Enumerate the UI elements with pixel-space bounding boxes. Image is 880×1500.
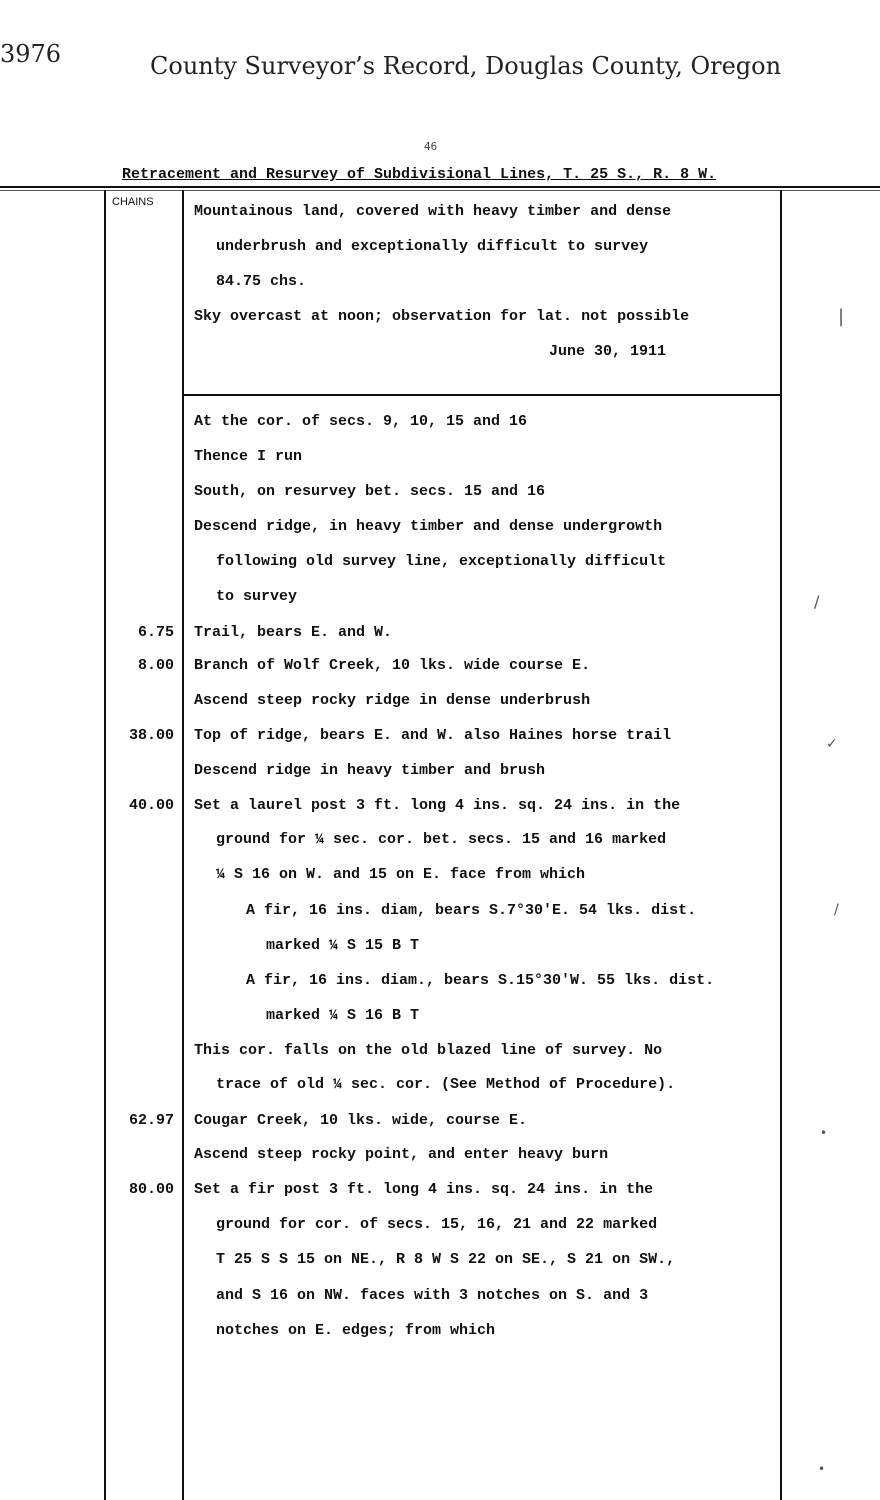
entry-text: Descend ridge in heavy timber and brush — [194, 762, 546, 779]
intro-date: June 30, 1911 — [549, 343, 667, 360]
scan-speck: / — [814, 592, 820, 611]
title-rule — [0, 186, 880, 188]
entry-text: Branch of Wolf Creek, 10 lks. wide course E. — [194, 657, 591, 674]
entry-text: ¼ S 16 on W. and 15 on E. face from which — [216, 866, 586, 883]
entry-text: to survey — [216, 588, 298, 605]
chains-value: 62.97 — [128, 1112, 174, 1129]
page-number: 3976 — [0, 40, 62, 68]
scan-speck: ✓ — [826, 736, 838, 752]
chains-value: 8.00 — [137, 657, 174, 674]
scan-speck: | — [838, 306, 845, 327]
chains-value: 38.00 — [128, 727, 174, 744]
intro-line: 84.75 chs. — [216, 273, 307, 290]
left-margin-rule — [104, 190, 106, 1500]
scan-speck: • — [818, 1462, 826, 1476]
record-title: Retracement and Resurvey of Subdivisional Lines, T. 25 S., R. 8 W. — [122, 166, 717, 183]
entry-text: ground for ¼ sec. cor. bet. secs. 15 and 16 marked — [216, 831, 667, 848]
entry-text: and S 16 on NW. faces with 3 notches on S. and 3 — [216, 1287, 649, 1304]
chains-value: 40.00 — [128, 797, 174, 814]
intro-line: Mountainous land, covered with heavy timber and dense — [194, 203, 672, 220]
entry-text: At the cor. of secs. 9, 10, 15 and 16 — [194, 413, 528, 430]
page-header: County Surveyor’s Record, Douglas County, Oregon — [150, 52, 782, 80]
entry-text: A fir, 16 ins. diam., bears S.15°30'W. 55 lks. dist. — [246, 972, 715, 989]
chains-value: 6.75 — [137, 624, 174, 641]
entry-text: South, on resurvey bet. secs. 15 and 16 — [194, 483, 546, 500]
entry-text: Ascend steep rocky point, and enter heavy burn — [194, 1146, 609, 1163]
entry-text: Descend ridge, in heavy timber and dense undergrowth — [194, 518, 663, 535]
entry-text: Thence I run — [194, 448, 303, 465]
entry-text: ground for cor. of secs. 15, 16, 21 and 22 marked — [216, 1216, 658, 1233]
entry-text: Set a fir post 3 ft. long 4 ins. sq. 24 ins. in the — [194, 1181, 654, 1198]
scan-speck: • — [820, 1126, 828, 1140]
chains-value: 80.00 — [128, 1181, 174, 1198]
entry-text: Top of ridge, bears E. and W. also Haines horse trail — [194, 727, 672, 744]
title-rule-secondary — [0, 190, 880, 191]
entry-text: marked ¼ S 16 B T — [266, 1007, 420, 1024]
chains-column-header: CHAINS — [112, 196, 154, 208]
intro-line: underbrush and exceptionally difficult to survey — [216, 238, 649, 255]
entry-text: notches on E. edges; from which — [216, 1322, 496, 1339]
page-mark: 46 — [424, 140, 438, 153]
entry-text: T 25 S S 15 on NE., R 8 W S 22 on SE., S 21 on SW., — [216, 1251, 676, 1268]
entry-text: following old survey line, exceptionally difficult — [216, 553, 667, 570]
entry-text: This cor. falls on the old blazed line of survey. No — [194, 1042, 663, 1059]
entry-text: marked ¼ S 15 B T — [266, 937, 420, 954]
entry-text: Cougar Creek, 10 lks. wide, course E. — [194, 1112, 528, 1129]
entry-text: Set a laurel post 3 ft. long 4 ins. sq. 24 ins. in the — [194, 797, 681, 814]
entry-text: Trail, bears E. and W. — [194, 624, 393, 641]
right-margin-rule — [780, 190, 782, 1500]
intro-line: Sky overcast at noon; observation for lat. not possible — [194, 308, 690, 325]
chains-column-rule — [182, 190, 184, 1500]
section-divider — [182, 394, 782, 396]
scan-speck: / — [834, 902, 839, 918]
entry-text: Ascend steep rocky ridge in dense underbrush — [194, 692, 591, 709]
entry-text: A fir, 16 ins. diam, bears S.7°30'E. 54 lks. dist. — [246, 902, 697, 919]
entry-text: trace of old ¼ sec. cor. (See Method of Procedure). — [216, 1076, 676, 1093]
